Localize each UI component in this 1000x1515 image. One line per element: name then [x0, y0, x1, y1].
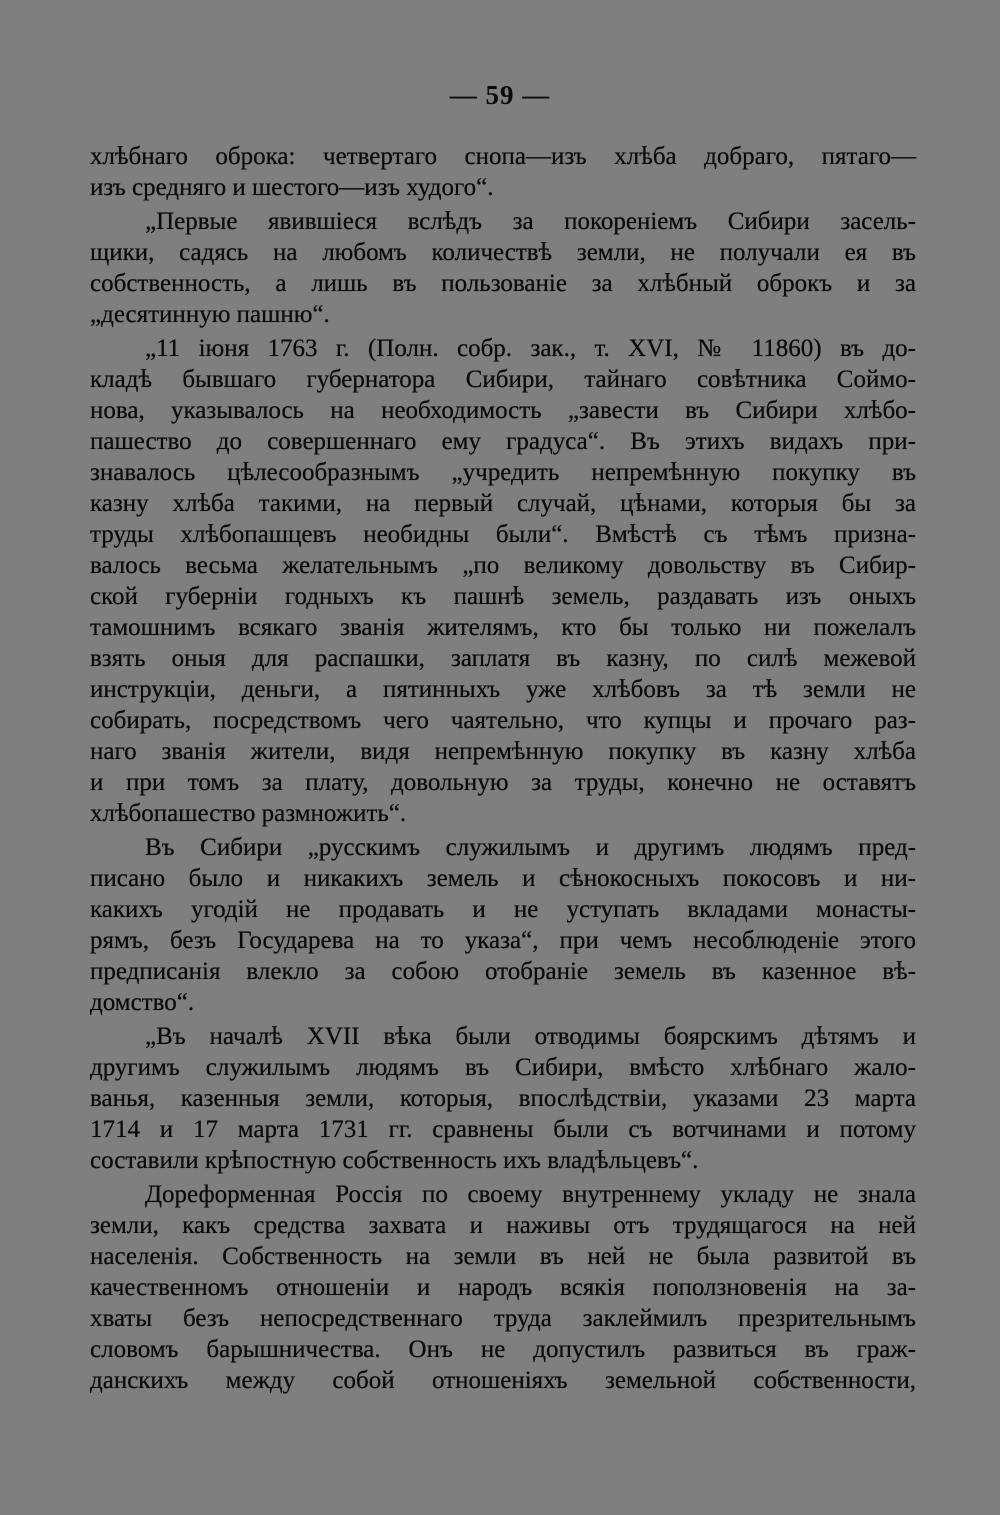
text-line: наго званія жители, видя непремѣнную покупку въ казну хлѣба [90, 738, 916, 765]
text-line: другимъ служилымъ людямъ въ Сибири, вмѣсто хлѣбнаго жало- [90, 1054, 916, 1081]
page-number: — 59 — [449, 80, 551, 110]
text-line: „десятинную пашню“. [90, 301, 330, 328]
text-line: словомъ барышничества. Онъ не допустилъ развиться въ граж- [90, 1336, 916, 1363]
text-line: хваты безъ непосредственнаго труда заклеймилъ презрительнымъ [90, 1305, 916, 1332]
text-line: тамошнимъ всякаго званія жителямъ, кто бы только ни пожелалъ [90, 614, 916, 641]
text-line: знавалось цѣлесообразнымъ „учредить непремѣнную покупку въ [90, 459, 916, 486]
text-line: нова, указывалось на необходимость „завести въ Сибири хлѣбо- [90, 397, 916, 424]
text-line: 1714 и 17 марта 1731 гг. сравнены были съ вотчинами и потому [90, 1116, 916, 1143]
text-line: населенія. Собственность на земли въ ней не была развитой въ [90, 1243, 916, 1270]
text-line: хлѣбопашество размножить“. [90, 800, 407, 827]
text-line: земли, какъ средства захвата и наживы отъ трудящагося на ней [90, 1212, 916, 1239]
text-line: ванья, казенныя земли, которыя, впослѣдствіи, указами 23 марта [90, 1085, 916, 1112]
text-line: валось весьма желательнымъ „по великому довольству въ Сибир- [90, 552, 916, 579]
text-line: труды хлѣбопашцевъ необидны были“. Вмѣстѣ съ тѣмъ призна- [90, 521, 916, 548]
paragraph-1 [90, 141, 916, 203]
text-line: Дореформенная Россія по своему внутреннему укладу не знала [145, 1181, 916, 1208]
text-line: взять оныя для распашки, заплатя въ казну, по силѣ межевой [90, 645, 916, 672]
text-line: собственность, а лишь въ пользованіе за хлѣбный оброкъ и за [90, 270, 916, 297]
text-line: кладѣ бывшаго губернатора Сибири, тайнаго совѣтника Соймо- [90, 366, 916, 393]
body-text [90, 141, 916, 1396]
text-line: собирать, посредствомъ чего чаятельно, что купцы и прочаго раз- [90, 707, 916, 734]
text-line: писано было и никакихъ земель и сѣнокосныхъ покосовъ и ни- [90, 865, 916, 892]
text-line: изъ средняго и шестого—изъ худого“. [90, 174, 494, 201]
text-line: рямъ, безъ Государева на то указа“, при чемъ несоблюденіе этого [90, 927, 916, 954]
text-line: „11 іюня 1763 г. (Полн. собр. зак., т. XVI, № 11860) въ до- [145, 335, 916, 362]
text-line: составили крѣпостную собственность ихъ владѣльцевъ“. [90, 1147, 699, 1174]
text-line: „Первые явившіеся вслѣдъ за покореніемъ Сибири засель- [145, 208, 916, 235]
text-line: казну хлѣба такими, на первый случай, цѣнами, которыя бы за [90, 490, 916, 517]
text-line: и при томъ за плату, довольную за труды, конечно не оставятъ [90, 769, 916, 796]
paragraph-4 [90, 832, 916, 1018]
text-line: хлѣбнаго оброка: четвертаго снопа—изъ хлѣба добраго, пятаго— [90, 143, 916, 170]
text-line: качественномъ отношеніи и народъ всякія поползновенія на за- [90, 1274, 916, 1301]
paragraph-5 [90, 1021, 916, 1176]
text-line: „Въ началѣ XVII вѣка были отводимы боярскимъ дѣтямъ и [145, 1023, 916, 1050]
text-line: инструкціи, деньги, а пятинныхъ уже хлѣбовъ за тѣ земли не [90, 676, 916, 703]
text-line: какихъ угодій не продавать и не уступать вкладами монасты- [90, 896, 916, 923]
text-line: данскихъ между собой отношеніяхъ земельной собственности, [90, 1367, 916, 1394]
paragraph-3 [90, 333, 916, 829]
paragraph-6 [90, 1179, 916, 1396]
text-line: домство“. [90, 989, 195, 1016]
paragraph-2 [90, 206, 916, 330]
text-line: ской губерніи годныхъ къ пашнѣ земель, раздавать изъ оныхъ [90, 583, 916, 610]
text-line: предписанія влекло за собою отобраніе земель въ казенное вѣ- [90, 958, 916, 985]
text-line: щики, садясь на любомъ количествѣ земли, не получали ея въ [90, 239, 916, 266]
text-line: Въ Сибири „русскимъ служилымъ и другимъ людямъ пред- [145, 834, 916, 861]
text-line: пашество до совершеннаго ему градуса“. Въ этихъ видахъ при- [90, 428, 916, 455]
